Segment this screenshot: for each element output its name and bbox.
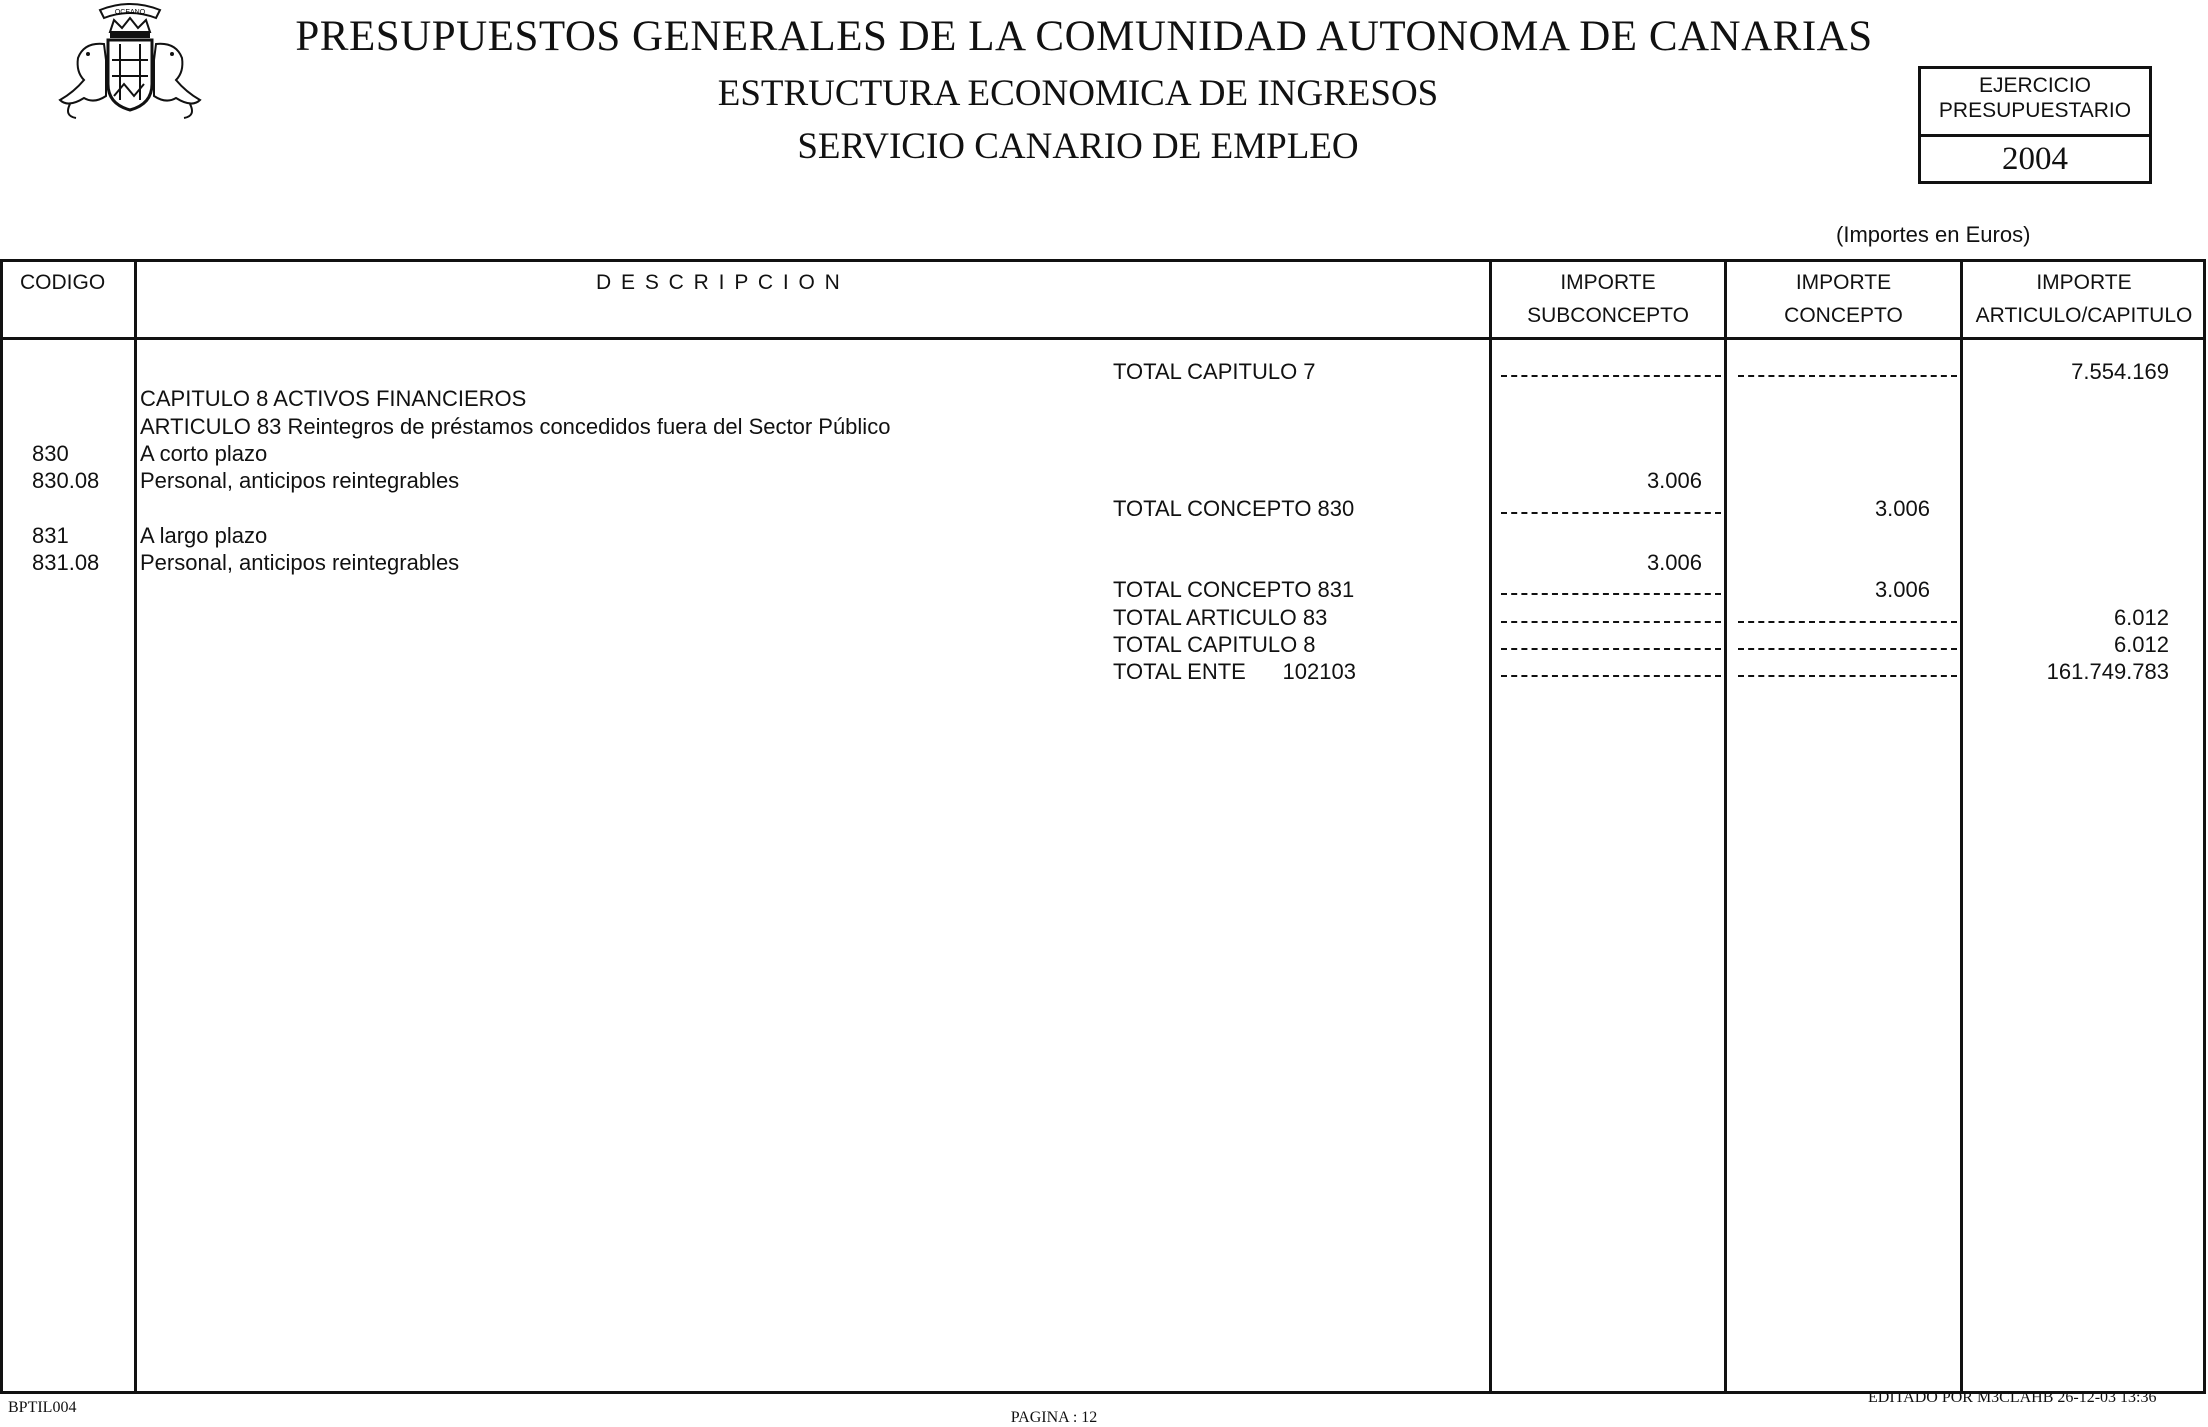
fiscal-year-box bbox=[1918, 66, 2152, 184]
svg-text:OCEANO: OCEANO bbox=[114, 9, 146, 16]
footer-page-number: PAGINA : 12 bbox=[1010, 1409, 1098, 1426]
row-total-label: TOTAL CONCEPTO 830 bbox=[1113, 496, 1355, 521]
report-title: PRESUPUESTOS GENERALES DE LA COMUNIDAD AUTONOMA DE CANARIAS bbox=[295, 13, 1873, 60]
row-total-label: TOTAL CAPITULO 7 bbox=[1113, 359, 1316, 384]
row-description: A largo plazo bbox=[140, 523, 268, 548]
units-note: (Importes en Euros) bbox=[1836, 222, 2031, 247]
row-code: 831.08 bbox=[32, 550, 100, 575]
fiscal-year-divider bbox=[1921, 134, 2149, 137]
dashed-placeholder bbox=[1738, 675, 1957, 677]
dashed-placeholder bbox=[1501, 375, 1721, 377]
report-subtitle: ESTRUCTURA ECONOMICA DE INGRESOS bbox=[717, 73, 1439, 114]
fiscal-year-label bbox=[1921, 73, 2149, 123]
row-total-label: TOTAL CAPITULO 8 bbox=[1113, 632, 1316, 657]
column-divider bbox=[134, 259, 137, 1394]
row-code: 830.08 bbox=[32, 468, 100, 493]
dashed-placeholder bbox=[1738, 621, 1957, 623]
header-importe-concepto-1: IMPORTE bbox=[1795, 271, 1892, 294]
header-importe-concepto-2: CONCEPTO bbox=[1784, 304, 1903, 327]
row-total-label: TOTAL ARTICULO 83 bbox=[1113, 605, 1328, 630]
row-description: CAPITULO 8 ACTIVOS FINANCIEROS bbox=[140, 386, 527, 411]
row-description: A corto plazo bbox=[140, 441, 268, 466]
entity-name: SERVICIO CANARIO DE EMPLEO bbox=[797, 126, 1359, 167]
header-descripcion: D E S C R I P C I O N bbox=[596, 271, 842, 294]
header-importe-subconcepto-2: SUBCONCEPTO bbox=[1527, 304, 1689, 327]
row-importe-subconcepto: 3.006 bbox=[1646, 550, 1702, 575]
row-importe-subconcepto: 3.006 bbox=[1646, 468, 1702, 493]
dashed-placeholder bbox=[1501, 512, 1721, 514]
column-divider bbox=[1489, 259, 1492, 1394]
row-description: Personal, anticipos reintegrables bbox=[140, 550, 460, 575]
fiscal-year-label-line1: EJERCICIO bbox=[1978, 74, 2091, 97]
column-divider bbox=[1960, 259, 1963, 1394]
footer-edited-by: EDITADO POR M3CLAHB 26-12-03 13:36 bbox=[1868, 1389, 2157, 1406]
footer-report-code: BPTIL004 bbox=[8, 1399, 77, 1416]
dashed-placeholder bbox=[1738, 648, 1957, 650]
header-importe-articulo-2: ARTICULO/CAPITULO bbox=[1975, 304, 2193, 327]
row-description: Personal, anticipos reintegrables bbox=[140, 468, 460, 493]
row-importe-articulo: 161.749.783 bbox=[2046, 659, 2169, 684]
row-code: 830 bbox=[32, 441, 69, 466]
row-total-label: TOTAL ENTE 102103 bbox=[1113, 659, 1356, 684]
header-importe-subconcepto-1: IMPORTE bbox=[1560, 271, 1656, 294]
row-importe-articulo: 7.554.169 bbox=[2071, 359, 2169, 384]
row-importe-concepto: 3.006 bbox=[1874, 577, 1930, 602]
row-importe-concepto: 3.006 bbox=[1874, 496, 1930, 521]
fiscal-year-value: 2004 bbox=[2002, 141, 2068, 177]
header-importe-articulo-1: IMPORTE bbox=[2036, 271, 2132, 294]
dashed-placeholder bbox=[1501, 621, 1721, 623]
dashed-placeholder bbox=[1501, 593, 1721, 595]
row-code: 831 bbox=[32, 523, 69, 548]
row-description: ARTICULO 83 Reintegros de préstamos concedidos fuera del Sector Público bbox=[140, 414, 891, 439]
header-rule bbox=[0, 337, 2206, 340]
row-importe-articulo: 6.012 bbox=[2113, 632, 2169, 657]
dashed-placeholder bbox=[1501, 675, 1721, 677]
column-divider bbox=[1724, 259, 1727, 1394]
header-codigo: CODIGO bbox=[20, 271, 106, 294]
row-importe-articulo: 6.012 bbox=[2113, 605, 2169, 630]
fiscal-year-label-line2: PRESUPUESTARIO bbox=[1938, 99, 2132, 122]
row-total-label: TOTAL CONCEPTO 831 bbox=[1113, 577, 1355, 602]
dashed-placeholder bbox=[1738, 375, 1957, 377]
dashed-placeholder bbox=[1501, 648, 1721, 650]
